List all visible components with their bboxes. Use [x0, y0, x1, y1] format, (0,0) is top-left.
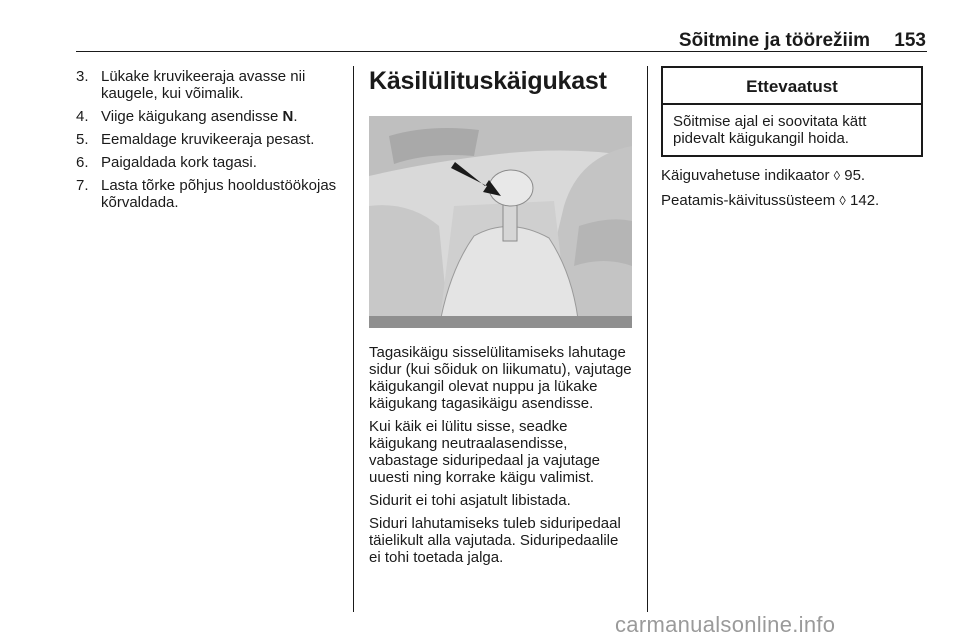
- header-title: Sõitmine ja töörežiim: [678, 30, 870, 51]
- header-rule: [76, 51, 927, 52]
- gear-lever-figure: [369, 116, 632, 328]
- gear-position-n: N: [282, 108, 294, 125]
- paragraph: Sidurit ei tohi asjatult libistada.: [369, 492, 571, 509]
- list-item: [76, 154, 341, 171]
- paragraph: Siduri lahutamiseks tuleb siduripedaal täielikult alla vajutada. Siduripedaalile ei tohi toetada jalga.: [369, 515, 621, 566]
- list-item: [76, 108, 341, 125]
- column-1: [76, 68, 341, 217]
- cross-reference: [661, 192, 926, 209]
- step-text: Eemaldage kruvikeeraja pesast.: [101, 131, 315, 148]
- list-item: [76, 177, 341, 211]
- step-text: Lükake kruvikeeraja avasse nii kaugele, kui võimalik.: [101, 68, 306, 102]
- step-number: 5.: [76, 131, 89, 148]
- cross-reference: [661, 167, 926, 184]
- gear-lever-illustration: [369, 116, 632, 328]
- step-text-main: Viige käigukang asendisse: [101, 108, 283, 125]
- caution-box: [661, 66, 923, 157]
- steps-list: [76, 68, 341, 211]
- page-ref-icon: ◊: [839, 193, 846, 208]
- step-text: Paigaldada kork tagasi.: [101, 154, 257, 171]
- step-text: [101, 108, 341, 125]
- step-text-after: .: [293, 108, 298, 125]
- list-item: [76, 131, 341, 148]
- page-number: 153: [894, 30, 926, 51]
- column-2: [369, 66, 634, 572]
- column-divider-2: [647, 66, 648, 612]
- step-number: 7.: [76, 177, 89, 194]
- xref-text: Käiguvahetuse indikaator: [661, 167, 834, 184]
- step-text: Lasta tõrke põhjus hooldustöökojas kõrvaldada.: [101, 177, 337, 211]
- caution-text: Sõitmise ajal ei soovitata kätt pidevalt käigukangil hoida.: [673, 113, 867, 147]
- step-number: 3.: [76, 68, 89, 85]
- section-title: Käsilülituskäigukast: [369, 67, 607, 95]
- xref-text: Peatamis-käivitussüsteem: [661, 192, 840, 209]
- xref-page: 95.: [840, 167, 866, 184]
- column-3: [661, 66, 926, 217]
- list-item: [76, 68, 341, 102]
- column-divider-1: [353, 66, 354, 612]
- xref-page: 142.: [845, 192, 880, 209]
- watermark: carmanualsonline.info: [615, 612, 836, 637]
- caution-title: Ettevaatust: [663, 68, 921, 105]
- paragraph: Tagasikäigu sisselülitamiseks lahutage sidur (kui sõiduk on liikumatu), vajutage käigukangil olevat nuppu ja lükake käigukang tagasikäigu asendisse.: [369, 344, 632, 412]
- paragraph: Kui käik ei lülitu sisse, seadke käigukang neutraalasendisse, vabastage siduripedaal ja vajutage uuesti ning korrake käigu valimist.: [369, 418, 600, 486]
- step-number: 6.: [76, 154, 89, 171]
- step-number: 4.: [76, 108, 89, 125]
- page-ref-icon: ◊: [833, 168, 841, 183]
